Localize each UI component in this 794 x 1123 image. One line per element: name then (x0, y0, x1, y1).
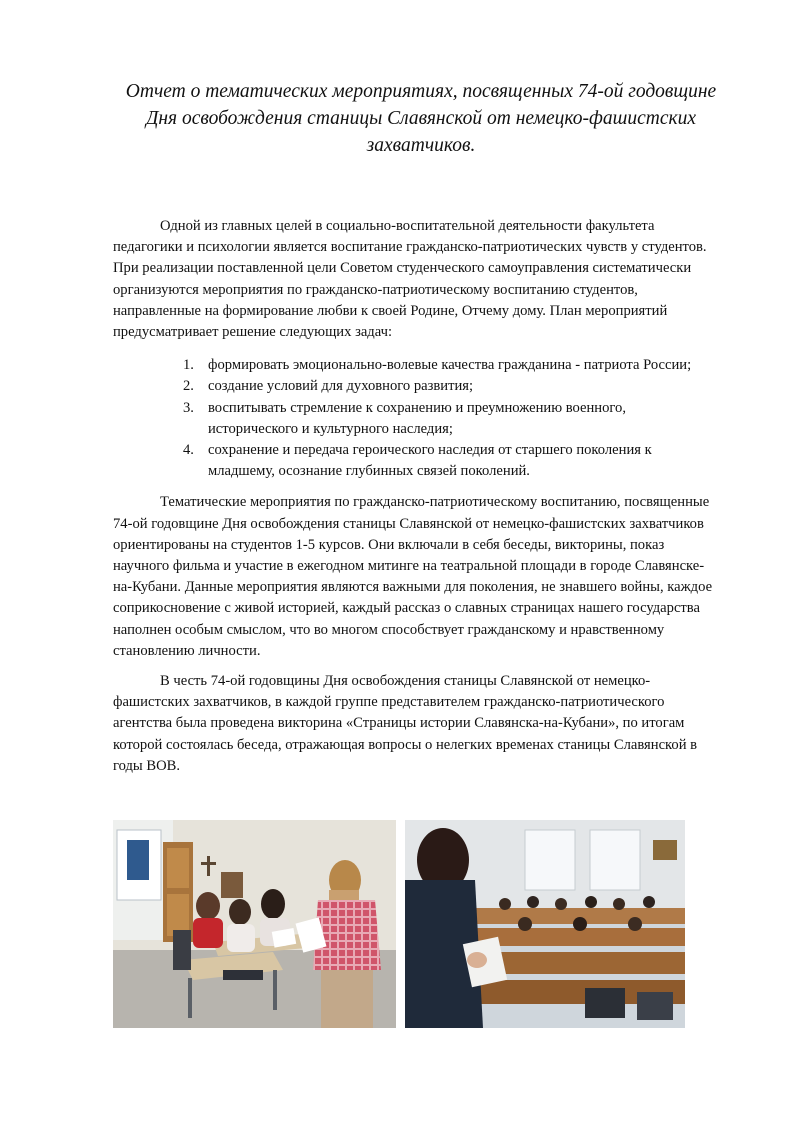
list-item (183, 398, 713, 440)
list-item-number: 3. (183, 399, 194, 416)
list-item-number: 2. (183, 378, 194, 395)
list-item (183, 376, 713, 397)
photo-row (113, 820, 685, 1028)
intro-paragraph: Одной из главных целей в социально-воспитательной деятельности факультета педагогики и психологии является воспитание гражданско-патриотических чувств у студентов. При реализации поставленной цели Советом студенческого самоуправления систематически организуются мероприятия по гражданско-патриотическому воспитанию студентов, направленные на формирование любви к своей Родине, Отчему дому. План мероприятий предусматривает решение следующих задач: (113, 218, 707, 341)
list-item-number: 1. (183, 357, 194, 374)
list-item (183, 440, 713, 482)
list-item-number: 4. (183, 442, 194, 459)
tasks-list (113, 355, 713, 482)
report-title: Отчет о тематических мероприятиях, посвященных 74-ой годовщине Дня освобождения станицы Славянской от немецко-фашистских захватчиков. (125, 81, 717, 156)
classroom-quiz-photo (113, 820, 396, 1028)
lecture-hall-photo (405, 820, 685, 1028)
list-item (183, 355, 713, 376)
report-body (113, 216, 713, 777)
events-paragraph: Тематические мероприятия по гражданско-патриотическому воспитанию, посвященные 74-ой годовщине Дня освобождения станицы Славянской от немецко-фашистских захватчиков ориентированы на студентов 1-5 курсов. Они включали в себя беседы, викторины, показ научного фильма и участие в ежегодном митинге на театральной площади в городе Славянске-на-Кубани. Данные мероприятия являются важными для поколения, не знавшего войны, каждое соприкосновение с живой историей, каждый рассказ о славных страницах нашего государства наполнен особым смыслом, что во многом способствует гражданскому и нравственному становлению личности. (113, 494, 713, 659)
list-item-text: воспитывать стремление к сохранению и преумножению военного, исторического и культурного наследия; (208, 399, 626, 437)
list-item-text: создание условий для духовного развития; (208, 378, 474, 395)
list-item-text: формировать эмоционально-волевые качества гражданина - патриота России; (208, 357, 692, 374)
list-item-text: сохранение и передача героического наследия от старшего поколения к младшему, осознание глубинных связей поколений. (208, 442, 652, 480)
quiz-paragraph: В честь 74-ой годовщины Дня освобождения станицы Славянской от немецко-фашистских захватчиков, в каждой группе представителем гражданско-патриотического агентства была проведена викторина «Страницы истории Славянска-на-Кубани», по итогам которой состоялась беседа, отражающая вопросы о нелегких временах станицы Славянской в годы ВОВ. (113, 673, 698, 774)
